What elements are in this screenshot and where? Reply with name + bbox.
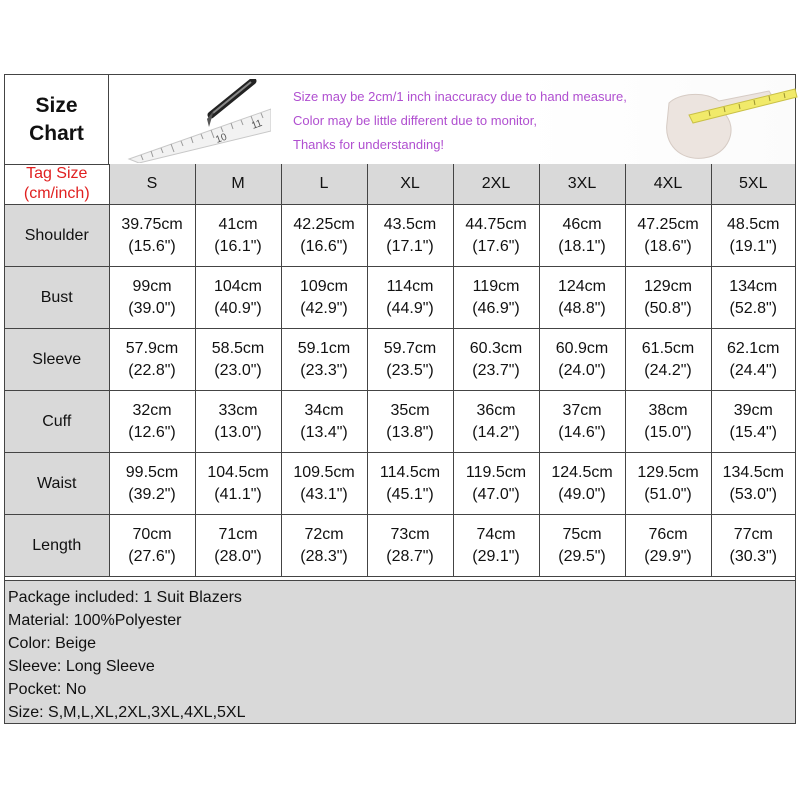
measurement-cm: 99cm: [132, 277, 172, 295]
measurement-cm: 76cm: [648, 525, 688, 543]
measurement-cell: [539, 515, 625, 577]
measurement-inch: (27.6"): [128, 547, 176, 565]
measure-notes: [293, 85, 627, 157]
measurement-cell: [367, 453, 453, 515]
measurement-inch: (29.5"): [558, 547, 606, 565]
detail-color: Color: Beige: [8, 635, 97, 652]
measurement-cell: [195, 391, 281, 453]
measurement-cell: [539, 329, 625, 391]
tag-size-label: [5, 164, 109, 205]
measurement-inch: (17.6"): [472, 237, 520, 255]
measurement-cell: [711, 205, 795, 267]
measurement-inch: (28.7"): [386, 547, 434, 565]
size-header-m: M: [195, 164, 281, 205]
chart-title: [5, 75, 109, 164]
measurement-inch: (39.0"): [128, 299, 176, 317]
measurement-cm: 71cm: [218, 525, 258, 543]
measurement-cm: 37cm: [562, 401, 602, 419]
measurement-cm: 43.5cm: [383, 215, 437, 233]
measurement-inch: (24.0"): [558, 361, 606, 379]
measurement-cell: [281, 391, 367, 453]
measurement-row: [5, 453, 795, 515]
measurement-inch: (15.0"): [644, 423, 692, 441]
measurement-inch: (29.1"): [472, 547, 520, 565]
measurement-inch: (40.9"): [214, 299, 262, 317]
measurement-cm: 60.3cm: [469, 339, 523, 357]
measurement-inch: (15.6"): [128, 237, 176, 255]
measurement-inch: (43.1"): [300, 485, 348, 503]
measurement-cell: [453, 267, 539, 329]
measurement-inch: (13.4"): [300, 423, 348, 441]
measure-banner: [109, 75, 795, 164]
measurement-cm: 48.5cm: [727, 215, 780, 233]
measurement-inch: (13.0"): [214, 423, 262, 441]
size-chart: [4, 74, 796, 724]
measurement-cell: [453, 391, 539, 453]
measurement-cell: [109, 453, 195, 515]
chart-header: [5, 75, 795, 165]
hand-tape-illustration: [649, 83, 799, 163]
measurement-cell: [281, 205, 367, 267]
measurement-cm: 47.25cm: [637, 215, 699, 233]
measurement-cm: 46cm: [562, 215, 602, 233]
measurement-cm: 134cm: [729, 277, 778, 295]
measurement-inch: (14.6"): [558, 423, 606, 441]
product-details: [5, 580, 795, 723]
measurement-cell: [109, 267, 195, 329]
measurement-cm: 41cm: [218, 215, 258, 233]
measurement-cm: 44.75cm: [465, 215, 527, 233]
measurement-cm: 129.5cm: [637, 463, 699, 481]
measurement-cm: 109cm: [299, 277, 349, 295]
measurement-inch: (17.1"): [386, 237, 434, 255]
size-table: [5, 164, 795, 577]
measurement-cm: 119.5cm: [465, 463, 527, 481]
measurement-cell: [367, 391, 453, 453]
measurement-cell: [453, 329, 539, 391]
measurement-cm: 75cm: [562, 525, 602, 543]
ruler-number-11: 11: [250, 117, 264, 132]
measurement-row: [5, 267, 795, 329]
measurement-inch: (41.1"): [214, 485, 262, 503]
measurement-cm: 38cm: [648, 401, 688, 419]
measurement-inch: (29.9"): [644, 547, 692, 565]
measurement-inch: (48.8"): [558, 299, 606, 317]
measurement-label: Cuff: [5, 391, 109, 453]
measurement-inch: (12.6"): [128, 423, 176, 441]
measurement-inch: (13.8"): [386, 423, 434, 441]
measurement-cell: [281, 267, 367, 329]
measurement-cm: 58.5cm: [211, 339, 265, 357]
measurement-inch: (18.6"): [644, 237, 692, 255]
measurement-cm: 99.5cm: [125, 463, 179, 481]
measurement-label: Sleeve: [5, 329, 109, 391]
size-header-2xl: 2XL: [453, 164, 539, 205]
measurement-cell: [195, 329, 281, 391]
measurement-cell: [109, 205, 195, 267]
measurement-cm: 73cm: [390, 525, 430, 543]
ruler-pen-illustration: [121, 79, 271, 163]
detail-sizes: Size: S,M,L,XL,2XL,3XL,4XL,5XL: [8, 704, 246, 721]
measurement-inch: (23.3"): [300, 361, 348, 379]
note-accuracy: Size may be 2cm/1 inch inaccuracy due to hand measure,: [293, 89, 627, 104]
measurement-cell: [625, 267, 711, 329]
measurement-cell: [711, 515, 795, 577]
size-header-5xl: 5XL: [711, 164, 795, 205]
measurement-cell: [539, 267, 625, 329]
measurement-cell: [453, 515, 539, 577]
size-header-l: L: [281, 164, 367, 205]
measurement-row: [5, 329, 795, 391]
measurement-cm: 62.1cm: [727, 339, 780, 357]
measurement-inch: (19.1"): [729, 237, 777, 255]
measurement-inch: (39.2"): [128, 485, 176, 503]
measurement-cell: [625, 205, 711, 267]
measurement-cell: [625, 391, 711, 453]
measurement-cm: 59.1cm: [297, 339, 351, 357]
measurement-cm: 74cm: [476, 525, 516, 543]
measurement-cm: 114.5cm: [379, 463, 441, 481]
measurement-cell: [109, 329, 195, 391]
measurement-inch: (22.8"): [128, 361, 176, 379]
measurement-inch: (23.7"): [472, 361, 520, 379]
measurement-label: Length: [5, 515, 109, 577]
measurement-cm: 34cm: [304, 401, 344, 419]
measurement-cell: [109, 391, 195, 453]
tag-size-label-line1: Tag Size: [26, 165, 88, 182]
measurement-cm: 60.9cm: [555, 339, 609, 357]
measurement-cm: 134.5cm: [722, 463, 784, 481]
measurement-row: [5, 391, 795, 453]
measurement-cm: 33cm: [218, 401, 258, 419]
measurement-label: Waist: [5, 453, 109, 515]
measurement-cm: 70cm: [132, 525, 172, 543]
measurement-cell: [539, 391, 625, 453]
measurement-cm: 57.9cm: [125, 339, 179, 357]
measurement-cm: 61.5cm: [641, 339, 695, 357]
measurement-inch: (30.3"): [729, 547, 777, 565]
tag-size-label-line2: (cm/inch): [23, 185, 90, 202]
ruler-number-10: 10: [214, 131, 229, 146]
detail-package: Package included: 1 Suit Blazers: [8, 589, 242, 606]
measurement-inch: (47.0"): [472, 485, 520, 503]
measurement-inch: (24.4"): [729, 361, 777, 379]
measurement-cell: [367, 267, 453, 329]
measurement-inch: (53.0"): [729, 485, 777, 503]
detail-material: Material: 100%Polyester: [8, 612, 182, 629]
measurement-inch: (46.9"): [472, 299, 520, 317]
measurement-cell: [367, 329, 453, 391]
measurement-inch: (51.0"): [644, 485, 692, 503]
note-color: Color may be little different due to monitor,: [293, 113, 537, 128]
size-header-s: S: [109, 164, 195, 205]
detail-pocket: Pocket: No: [8, 681, 87, 698]
measurement-cell: [625, 329, 711, 391]
measurement-cm: 104cm: [213, 277, 263, 295]
measurement-cm: 77cm: [733, 525, 773, 543]
detail-sleeve: Sleeve: Long Sleeve: [8, 658, 155, 675]
measurement-cm: 39.75cm: [121, 215, 183, 233]
measurement-inch: (14.2"): [472, 423, 520, 441]
measurement-cell: [453, 453, 539, 515]
measurement-cell: [281, 515, 367, 577]
measurement-label: Shoulder: [5, 205, 109, 267]
measurement-cell: [281, 453, 367, 515]
measurement-cm: 32cm: [132, 401, 172, 419]
measurement-inch: (45.1"): [386, 485, 434, 503]
measurement-row: [5, 515, 795, 577]
measurement-cm: 129cm: [643, 277, 693, 295]
measurement-cell: [711, 453, 795, 515]
measurement-inch: (23.5"): [386, 361, 434, 379]
measurement-cm: 39cm: [733, 401, 773, 419]
measurement-cm: 59.7cm: [383, 339, 437, 357]
measurement-cm: 104.5cm: [207, 463, 269, 481]
measurement-inch: (50.8"): [644, 299, 692, 317]
measurement-cell: [109, 515, 195, 577]
measurement-inch: (44.9"): [386, 299, 434, 317]
measurement-cm: 42.25cm: [293, 215, 355, 233]
measurement-cell: [195, 453, 281, 515]
measurement-inch: (16.1"): [214, 237, 262, 255]
measurement-cell: [281, 329, 367, 391]
chart-title-line2: Chart: [29, 121, 84, 145]
measurement-cm: 114cm: [386, 277, 434, 295]
measurement-cell: [195, 515, 281, 577]
measurement-cell: [711, 391, 795, 453]
measurement-cell: [625, 453, 711, 515]
measurement-cm: 124cm: [557, 277, 607, 295]
measurement-cell: [711, 267, 795, 329]
measurement-inch: (28.0"): [214, 547, 262, 565]
measurement-cell: [367, 205, 453, 267]
measurement-cell: [539, 453, 625, 515]
measurement-inch: (49.0"): [558, 485, 606, 503]
chart-title-line1: Size: [35, 93, 78, 117]
measurement-cell: [711, 329, 795, 391]
measurement-cell: [453, 205, 539, 267]
measurement-inch: (24.2"): [644, 361, 692, 379]
measurement-row: [5, 205, 795, 267]
measurement-cm: 124.5cm: [551, 463, 613, 481]
note-thanks: Thanks for understanding!: [293, 137, 445, 152]
size-header-3xl: 3XL: [539, 164, 625, 205]
size-header-4xl: 4XL: [625, 164, 711, 205]
measurement-inch: (28.3"): [300, 547, 348, 565]
measurement-cell: [195, 267, 281, 329]
measurement-cm: 36cm: [476, 401, 516, 419]
measurement-cell: [625, 515, 711, 577]
measurement-cell: [539, 205, 625, 267]
measurement-inch: (15.4"): [729, 423, 777, 441]
measurement-inch: (52.8"): [729, 299, 777, 317]
measurement-cm: 119cm: [472, 277, 520, 295]
measurement-inch: (18.1"): [558, 237, 606, 255]
measurement-cm: 72cm: [304, 525, 344, 543]
size-header-xl: XL: [367, 164, 453, 205]
measurement-inch: (23.0"): [214, 361, 262, 379]
measurement-inch: (16.6"): [300, 237, 348, 255]
measurement-inch: (42.9"): [300, 299, 348, 317]
measurement-cell: [195, 205, 281, 267]
measurement-cm: 109.5cm: [293, 463, 355, 481]
measurement-cm: 35cm: [390, 401, 430, 419]
measurement-cell: [367, 515, 453, 577]
tag-size-row: [5, 164, 795, 205]
measurement-label: Bust: [5, 267, 109, 329]
